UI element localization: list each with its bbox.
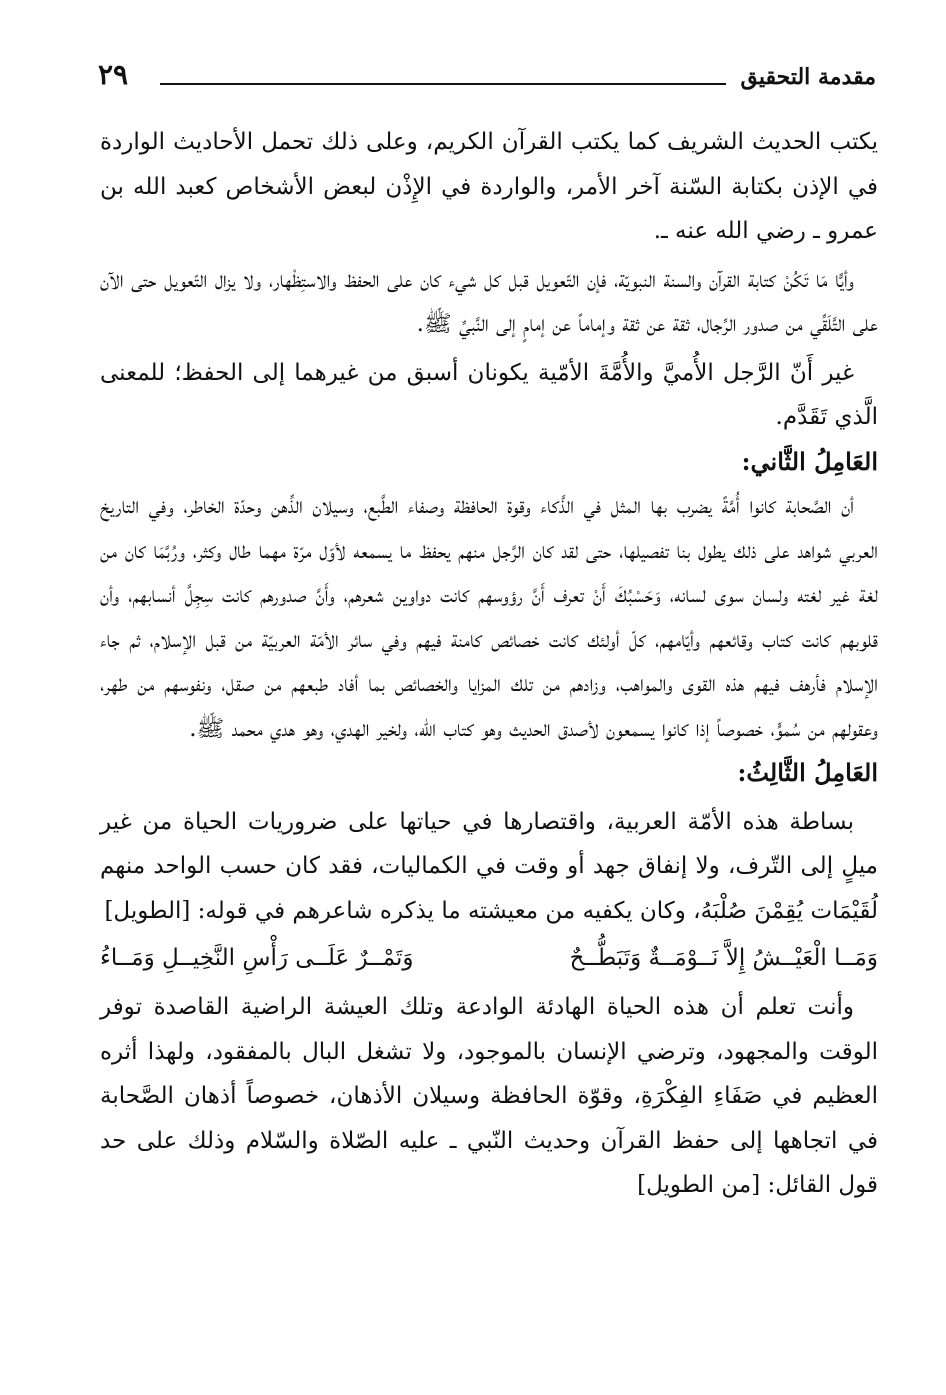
running-title: مقدمة التحقيق bbox=[740, 64, 876, 90]
paragraph-1: يكتب الحديث الشريف كما يكتب القرآن الكريم، وعلى ذلك تحمل الأحاديث الواردة في الإذن بكتابة السّنة آخر الأمر، والواردة في الإِذْن لبعض الأشخاص كعبد الله بن عمرو ـ رضي الله عنه ـ. bbox=[100, 129, 878, 244]
verse-second-hemistich: وَتَمْــرٌ عَلَــى رَأْسِ النَّخِيــلِ وَمَــاءُ bbox=[100, 945, 414, 971]
page-header bbox=[98, 58, 876, 102]
section-heading-second-factor: العَامِلُ الثَّاني: bbox=[741, 446, 878, 476]
paragraph-4: أن الصَّحابة كانوا أُمَّةً يضرب بها المثل في الذَّكاء وقوة الحافظة وصفاء الطَّبع، وسيلان الذِّهن وحدّة الخاطر، وفي التاريخ العربي شواهد على ذلك يطول بنا تفصيلها، حتى لقد كان الرَّجل منهم يحفظ ما يسمعه لأوّل مرّة مهما طال وكثر، ورُبَّمَا كان من لغة غير لغته ولسان سوى لسانه، وَحَسْبُكَ أَنْ تعرف أَنَّ رؤوسهم كانت دواوين شعرهم، وأَنَّ صدورهم كانت سِجِلَّ أنسابهم، وأن قلوبهم كانت كتاب وقائعهم وأيّامهم، كلّ أولئك كانت خصائص كامنة فيهم وفي سائر الأمّة العربيّة من قبل الإسلام، ثم جاء الإسلام فأرهف فيهم هذه القوى والمواهب، وزادهم من تلك المزايا والخصائص بما أفاد طبعهم من صقل، ونفوسهم من طهر، وعقولهم من سُموٍّ، خصوصاً إذا كانوا يسمعون لأصدق الحديث وهو كتاب الله، ولخير الهدي، وهو هدي محمد ﷺ. bbox=[100, 493, 878, 742]
verse-first-hemistich: وَمَــا الْعَيْــشُ إِلاَّ نَــوْمَــةٌ وَتَبَطُّــحٌ bbox=[569, 945, 878, 971]
paragraph-5: بساطة هذه الأمّة العربية، واقتصارها في حياتها على ضروريات الحياة من غير ميلٍ إلى التّرف، ولا إنفاق جهد أو وقت في الكماليات، فقد كان حسب الواحد منهم لُقَيْمَات يُقِمْنَ صُلْبَهُ، وكان يكفيه من معيشته ما يذكره شاعرهم في قوله: [الطويل] bbox=[100, 808, 878, 924]
section-heading-third-factor: العَامِلُ الثَّالِثُ: bbox=[737, 758, 878, 787]
paragraph-2: وأيًّا مَا تَكُنْ كتابة القرآن والسنة النبويّة، فإن التّعويل قبل كل شيء كان على الحفظ والاستِظْهار، ولا يزال التّعويل حتى الآن على التَّلَقِّي من صدور الرِّجال، ثقة عن ثقة وإماماً عن إمامٍ إلى النَّبيِّ ﷺ. bbox=[100, 266, 878, 337]
paragraph-6: وأنت تعلم أن هذه الحياة الهادئة الوادعة وتلك العيشة الراضية القاصدة توفر الوقت والمجهود، وترضي الإنسان بالموجود، ولا تشغل البال بالمفقود، ولهذا أثره العظيم في صَفَاءِ الفِكْرَةِ، وقوّة الحافظة وسيلان الأذهان، خصوصاً أذهان الصَّحابة في اتجاهها إلى حفظ القرآن وحديث النّبي ـ عليه الصّلاة والسّلام وذلك على حد قول القائل: [من الطويل] bbox=[100, 994, 878, 1198]
page-body bbox=[100, 120, 878, 1208]
page-number: ٢٩ bbox=[98, 58, 129, 91]
header-rule bbox=[160, 83, 726, 85]
paragraph-3: غير أَنّ الرَّجل الأُميَّ والأُمَّةَ الأمّية يكونان أسبق من غيرهما إلى الحفظ؛ للمعنى الَّذي تَقَدَّم. bbox=[100, 359, 878, 430]
poem-verse bbox=[100, 935, 878, 981]
